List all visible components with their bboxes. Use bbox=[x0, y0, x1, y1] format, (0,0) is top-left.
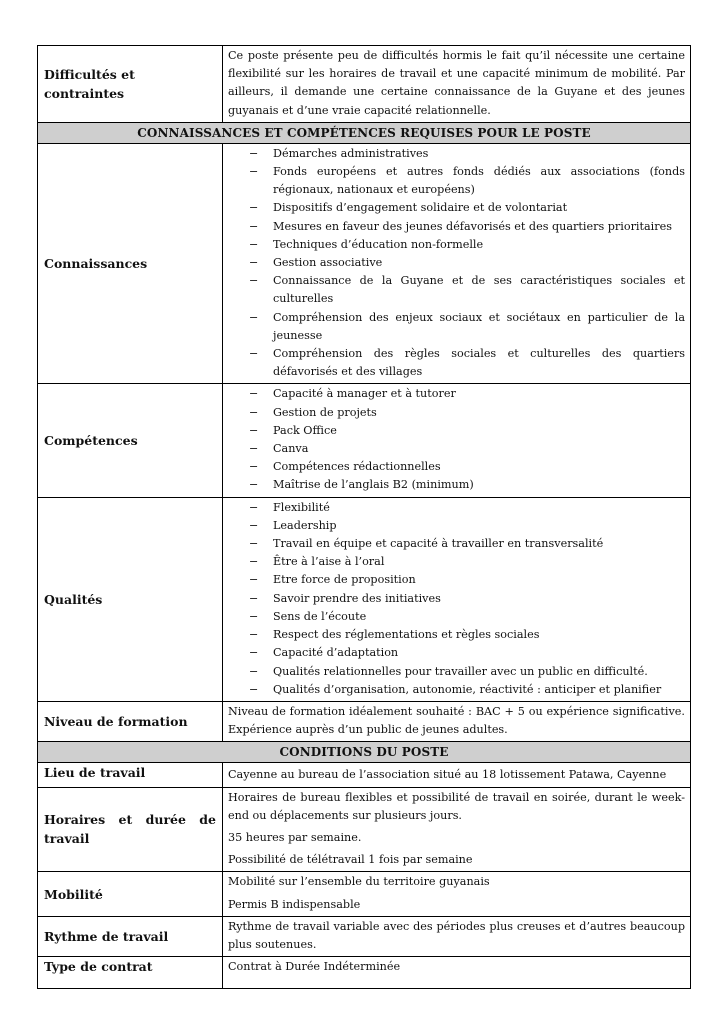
value-horaires bbox=[223, 787, 691, 872]
horaires-text-2: 35 heures par semaine. bbox=[228, 830, 362, 844]
list-item: − Mesures en faveur des jeunes défavorisés et des quartiers prioritaires bbox=[228, 218, 685, 236]
list-item: − Capacité à manager et à tutorer bbox=[228, 385, 685, 403]
label-lieu: Lieu de travail bbox=[38, 763, 223, 787]
list-item: − Travail en équipe et capacité à travailler en transversalité bbox=[228, 535, 685, 553]
label-competences: Compétences bbox=[38, 384, 223, 497]
label-horaires bbox=[38, 787, 223, 872]
label-difficultes-line2: contraintes bbox=[44, 85, 125, 101]
list-item: − Fonds européens et autres fonds dédiés aux associations (fonds régionaux, nationaux et européens) bbox=[228, 163, 685, 199]
row-connaissances bbox=[38, 143, 691, 384]
horaires-text-3: Possibilité de télétravail 1 fois par semaine bbox=[228, 853, 473, 867]
value-mobilite bbox=[223, 872, 691, 916]
label-horaires-line1: Horaires et durée de bbox=[44, 812, 216, 828]
value-rythme bbox=[223, 916, 691, 956]
list-item: − Compétences rédactionnelles bbox=[228, 458, 685, 476]
list-item: − Techniques d’éducation non-formelle bbox=[228, 236, 685, 254]
list-item: − Compréhension des enjeux sociaux et sociétaux en particulier de la jeunesse bbox=[228, 309, 685, 345]
lieu-text: Cayenne au bureau de l’association situé au 18 lotissement Patawa, Cayenne bbox=[228, 768, 667, 782]
list-item: − Compréhension des règles sociales et culturelles des quartiers défavorisés et des villages bbox=[228, 345, 685, 381]
label-difficultes-line1: Difficultés et bbox=[44, 66, 135, 82]
value-competences bbox=[223, 384, 691, 497]
row-horaires bbox=[38, 787, 691, 872]
list-item: − Être à l’aise à l’oral bbox=[228, 553, 685, 571]
section-title-competences: CONNAISSANCES ET COMPÉTENCES REQUISES POUR LE POSTE bbox=[38, 122, 691, 143]
list-item: − Connaissance de la Guyane et de ses caractéristiques sociales et culturelles bbox=[228, 272, 685, 308]
list-item: − Qualités relationnelles pour travailler avec un public en difficulté. bbox=[228, 663, 685, 681]
difficultes-text: Ce poste présente peu de difficultés hormis le fait qu’il nécessite une certaine flexibilité sur les horaires de travail et une capacité minimum de mobilité. Par ailleurs, il demande une certaine connaissance de la Guyane et des jeunes guyanais et d’une vraie capacité relationnelle. bbox=[228, 49, 685, 117]
label-mobilite: Mobilité bbox=[38, 872, 223, 916]
label-qualites: Qualités bbox=[38, 497, 223, 701]
horaires-text-1: Horaires de bureau flexibles et possibilité de travail en soirée, durant le week-end ou déplacements sur plusieurs jours. bbox=[228, 790, 685, 822]
section-header-competences bbox=[38, 122, 691, 143]
mobilite-text-2: Permis B indispensable bbox=[228, 897, 361, 911]
label-formation: Niveau de formation bbox=[38, 701, 223, 741]
list-item: − Capacité d’adaptation bbox=[228, 644, 685, 662]
competences-list bbox=[228, 385, 685, 494]
row-lieu bbox=[38, 763, 691, 787]
list-item: − Qualités d’organisation, autonomie, réactivité : anticiper et planifier bbox=[228, 681, 685, 699]
list-item: − Respect des réglementations et règles sociales bbox=[228, 626, 685, 644]
list-item: − Démarches administratives bbox=[228, 145, 685, 163]
list-item: − Dispositifs d’engagement solidaire et de volontariat bbox=[228, 199, 685, 217]
row-mobilite bbox=[38, 872, 691, 916]
value-formation bbox=[223, 701, 691, 741]
label-connaissances: Connaissances bbox=[38, 143, 223, 384]
label-difficultes bbox=[38, 46, 223, 123]
value-contrat bbox=[223, 957, 691, 989]
connaissances-list bbox=[228, 145, 685, 382]
value-difficultes bbox=[223, 46, 691, 123]
list-item: − Savoir prendre des initiatives bbox=[228, 590, 685, 608]
rythme-text: Rythme de travail variable avec des périodes plus creuses et d’autres beaucoup plus soutenues. bbox=[228, 919, 685, 951]
list-item: − Pack Office bbox=[228, 422, 685, 440]
row-formation bbox=[38, 701, 691, 741]
row-qualites bbox=[38, 497, 691, 701]
qualites-list bbox=[228, 499, 685, 699]
label-horaires-line2: travail bbox=[44, 831, 90, 847]
row-rythme bbox=[38, 916, 691, 956]
list-item: − Etre force de proposition bbox=[228, 571, 685, 589]
label-contrat: Type de contrat bbox=[38, 957, 223, 989]
formation-text: Niveau de formation idéalement souhaité : BAC + 5 ou expérience significative. Expérience auprès d’un public de jeunes adultes. bbox=[228, 704, 685, 737]
list-item: − Sens de l’écoute bbox=[228, 608, 685, 626]
label-rythme: Rythme de travail bbox=[38, 916, 223, 956]
list-item: − Leadership bbox=[228, 517, 685, 535]
list-item: − Maîtrise de l’anglais B2 (minimum) bbox=[228, 476, 685, 494]
value-connaissances bbox=[223, 143, 691, 384]
list-item: − Flexibilité bbox=[228, 499, 685, 517]
list-item: − Gestion associative bbox=[228, 254, 685, 272]
list-item: − Canva bbox=[228, 440, 685, 458]
row-competences bbox=[38, 384, 691, 497]
mobilite-text-1: Mobilité sur l’ensemble du territoire guyanais bbox=[228, 875, 490, 889]
value-lieu bbox=[223, 763, 691, 787]
contrat-text: Contrat à Durée Indéterminée bbox=[228, 960, 401, 974]
job-description-table bbox=[37, 45, 691, 989]
value-qualites bbox=[223, 497, 691, 701]
row-difficultes bbox=[38, 46, 691, 123]
row-contrat bbox=[38, 957, 691, 989]
section-title-conditions: CONDITIONS DU POSTE bbox=[38, 742, 691, 763]
list-item: − Gestion de projets bbox=[228, 404, 685, 422]
section-header-conditions bbox=[38, 742, 691, 763]
